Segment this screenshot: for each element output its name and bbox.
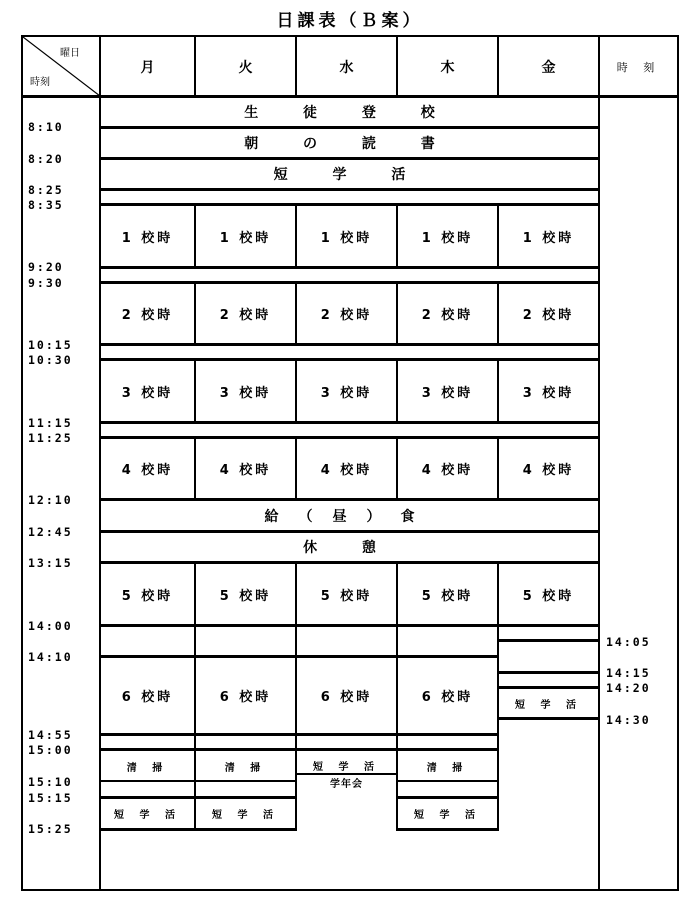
cell-divider — [497, 751, 499, 831]
day-tuesday: 火 — [238, 59, 253, 76]
period-2-mon: 2 校時 — [121, 308, 174, 323]
row-line — [99, 343, 600, 346]
band-recess: 休 憩 — [303, 540, 396, 556]
period-6-wed: 6 校時 — [320, 690, 373, 705]
band-lunch: 給（昼）食 — [264, 508, 435, 525]
row-line — [99, 733, 499, 736]
thu-cleaning: 清 掃 — [426, 763, 469, 774]
period-5-fri: 5 校時 — [522, 588, 575, 604]
tue-short-hr: 短 学 活 — [212, 810, 279, 821]
period-1-fri: 1 校時 — [522, 230, 575, 246]
period-1-tue: 1 校時 — [219, 230, 272, 246]
period-3-fri: 3 校時 — [522, 385, 575, 401]
band-arrival: 生 徒 登 校 — [244, 105, 455, 121]
time-label-right: 14:05 — [606, 635, 651, 649]
time-label: 15:15 — [28, 791, 73, 805]
period-4-tue: 4 校時 — [219, 463, 272, 478]
time-label: 14:10 — [28, 650, 73, 664]
row-line — [99, 188, 600, 191]
period-4-mon: 4 校時 — [121, 463, 174, 478]
day-wednesday: 水 — [339, 59, 354, 76]
row-line — [194, 828, 297, 831]
wed-grade-meeting: 学年会 — [330, 778, 363, 790]
wed-short-hr: 短 学 活 — [313, 762, 380, 773]
row-line — [396, 828, 499, 831]
period-5-thu: 5 校時 — [421, 588, 474, 604]
day-thursday: 木 — [440, 59, 455, 76]
time-label: 8:25 — [28, 183, 64, 197]
time-label: 8:20 — [28, 152, 64, 166]
time-label: 8:10 — [28, 120, 64, 134]
time-label: 9:20 — [28, 260, 64, 274]
time-label: 12:10 — [28, 493, 73, 507]
time-label: 15:00 — [28, 743, 73, 757]
friday-short-hr: 短 学 活 — [515, 699, 582, 711]
tue-cleaning: 清 掃 — [224, 763, 267, 774]
row-line — [99, 748, 499, 751]
header-divider — [295, 35, 297, 96]
period-2-thu: 2 校時 — [421, 308, 474, 323]
row-line — [499, 717, 599, 720]
row-line — [194, 780, 297, 782]
right-column-divider — [598, 35, 600, 891]
time-label-right: 14:20 — [606, 681, 651, 695]
corner-time-label: 時刻 — [30, 77, 50, 88]
period-1-wed: 1 校時 — [320, 230, 373, 246]
row-line — [99, 828, 196, 831]
row-line — [499, 639, 599, 642]
period-4-wed: 4 校時 — [320, 463, 373, 478]
period-5-wed: 5 校時 — [320, 588, 373, 604]
time-label: 11:15 — [28, 416, 73, 430]
time-label: 14:55 — [28, 728, 73, 742]
period-3-tue: 3 校時 — [219, 385, 272, 401]
period-4-fri: 4 校時 — [522, 463, 575, 478]
corner-day-label: 曜日 — [60, 48, 80, 59]
row-line — [99, 624, 499, 627]
time-label: 11:25 — [28, 431, 73, 445]
time-label: 13:15 — [28, 556, 73, 570]
period-2-fri: 2 校時 — [522, 308, 575, 323]
mon-cleaning: 清 掃 — [126, 763, 169, 774]
period-5-tue: 5 校時 — [219, 588, 272, 604]
period-2-wed: 2 校時 — [320, 308, 373, 323]
time-column-header: 時 刻 — [616, 60, 661, 74]
period-6-tue: 6 校時 — [219, 690, 272, 705]
day-monday: 月 — [140, 59, 155, 76]
period-3-wed: 3 校時 — [320, 385, 373, 401]
time-label: 9:30 — [28, 276, 64, 290]
page-title: 日課表（Ｂ案） — [276, 11, 424, 31]
period-3-mon: 3 校時 — [121, 385, 174, 401]
row-line — [99, 421, 600, 424]
header-divider — [396, 35, 398, 96]
time-label-right: 14:30 — [606, 713, 651, 727]
band-morning-short-hr: 短 学 活 — [273, 167, 426, 183]
time-label: 10:15 — [28, 338, 73, 352]
band-morning-reading: 朝 の 読 書 — [244, 136, 455, 152]
time-label: 10:30 — [28, 353, 73, 367]
period-6-thu: 6 校時 — [421, 690, 474, 705]
day-friday: 金 — [541, 59, 556, 76]
time-label: 14:00 — [28, 619, 73, 633]
period-6-mon: 6 校時 — [121, 690, 174, 705]
row-line — [396, 780, 499, 782]
period-1-mon: 1 校時 — [121, 230, 174, 246]
thu-short-hr: 短 学 活 — [414, 810, 481, 821]
time-label: 15:10 — [28, 775, 73, 789]
header-divider — [194, 35, 196, 96]
period-3-thu: 3 校時 — [421, 385, 474, 401]
period-2-tue: 2 校時 — [219, 308, 272, 323]
row-line — [99, 780, 196, 782]
mon-short-hr: 短 学 活 — [114, 810, 181, 821]
row-line — [99, 266, 600, 269]
period-4-thu: 4 校時 — [421, 463, 474, 478]
time-label: 12:45 — [28, 525, 73, 539]
row-line — [499, 624, 599, 627]
header-divider — [497, 35, 499, 96]
time-label-right: 14:15 — [606, 666, 651, 680]
time-label: 8:35 — [28, 198, 64, 212]
row-line — [499, 671, 599, 674]
time-label: 15:25 — [28, 822, 73, 836]
period-1-thu: 1 校時 — [421, 230, 474, 246]
period-5-mon: 5 校時 — [121, 588, 174, 604]
